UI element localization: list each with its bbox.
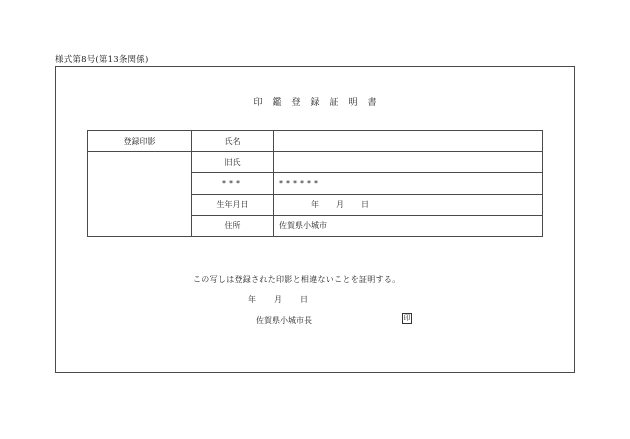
title-char: 書 xyxy=(367,98,377,108)
title-char: 印 xyxy=(253,98,263,108)
official-seal-mark: 印 xyxy=(403,314,411,322)
certification-statement: この写しは登録された印影と相違ないことを証明する。 xyxy=(193,275,401,284)
seal-impression-area xyxy=(88,152,192,237)
birth-year-unit: 年 xyxy=(311,200,319,210)
birthdate-label: 生年月日 xyxy=(192,194,274,215)
table-row xyxy=(88,131,543,152)
form-number: 様式第8号(第13条関係) xyxy=(55,55,149,65)
birth-day-unit: 日 xyxy=(361,200,369,210)
address-value: 佐賀県小城市 xyxy=(274,215,543,236)
masked-label: *** xyxy=(192,173,274,194)
birthdate-value xyxy=(274,194,543,215)
masked-value: ****** xyxy=(274,173,543,194)
issue-day-unit: 日 xyxy=(300,295,308,304)
birth-month-unit: 月 xyxy=(336,200,344,210)
certificate-table xyxy=(87,130,543,237)
title-char: 鑑 xyxy=(272,98,282,108)
title-char: 録 xyxy=(310,98,320,108)
mayor-title: 佐賀県小城市長 xyxy=(256,316,312,325)
seal-impression-header: 登録印影 xyxy=(88,131,192,152)
table-row xyxy=(88,152,543,173)
issue-date xyxy=(248,294,308,305)
address-label: 住所 xyxy=(192,215,274,236)
title-char: 登 xyxy=(291,98,301,108)
title-char: 明 xyxy=(348,98,358,108)
title-char: 証 xyxy=(329,98,339,108)
name-value xyxy=(274,131,543,152)
document-title xyxy=(240,95,390,108)
former-surname-value xyxy=(274,152,543,173)
issue-month-unit: 月 xyxy=(274,295,282,304)
name-label: 氏名 xyxy=(192,131,274,152)
former-surname-label: 旧氏 xyxy=(192,152,274,173)
issue-year-unit: 年 xyxy=(248,295,256,304)
